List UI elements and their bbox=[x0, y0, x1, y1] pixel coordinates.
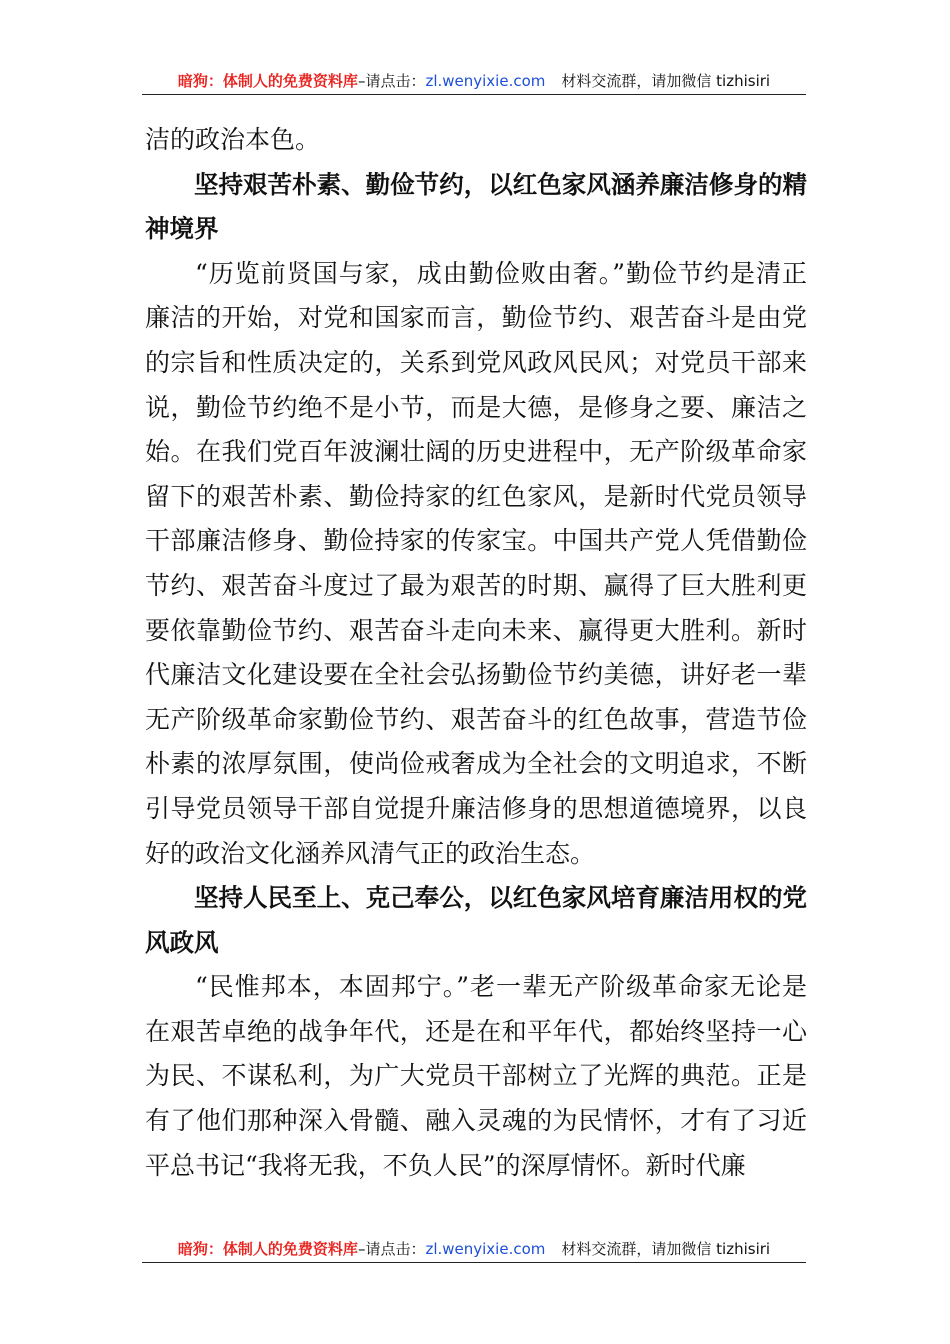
banner-brand-text: 暗狗：体制人的免费资料库 bbox=[177, 72, 358, 90]
banner-site-link[interactable]: zl.wenyixie.com bbox=[425, 1240, 546, 1258]
paragraph-continuation: 洁的政治本色。 bbox=[145, 125, 321, 154]
banner-site-link[interactable]: zl.wenyixie.com bbox=[425, 72, 546, 90]
header-banner bbox=[142, 68, 806, 95]
banner-prompt-text: –请点击： bbox=[357, 1240, 426, 1258]
section-heading-frugality: 坚持艰苦朴素、勤俭节约，以红色家风涵养廉洁修身的精神境界 bbox=[145, 169, 807, 244]
document-body bbox=[145, 118, 807, 1188]
banner-contact-text: 材料交流群，请加微信 tizhisiri bbox=[561, 1240, 771, 1258]
section-heading-people-first: 坚持人民至上、克己奉公，以红色家风培育廉洁用权的党风政风 bbox=[145, 883, 807, 957]
banner-contact-text: 材料交流群，请加微信 tizhisiri bbox=[561, 72, 771, 90]
paragraph-frugality: “历览前贤国与家，成由勤俭败由奢。”勤俭节约是清正廉洁的开始，对党和国家而言，勤俭节约、艰苦奋斗是由党的宗旨和性质决定的，关系到党风政风民风；对党员干部来说，勤俭节约绝不是小节，而是大德，是修身之要、廉洁之始。在我们党百年波澜壮阔的历史进程中，无产阶级革命家留下的艰苦朴素、勤俭持家的红色家风，是新时代党员领导干部廉洁修身、勤俭持家的传家宝。中国共产党人凭借勤俭节约、艰苦奋斗度过了最为艰苦的时期、赢得了巨大胜利更要依靠勤俭节约、艰苦奋斗走向未来、赢得更大胜利。新时代廉洁文化建设要在全社会弘扬勤俭节约美德，讲好老一辈无产阶级革命家勤俭节约、艰苦奋斗的红色故事，营造节俭朴素的浓厚氛围，使尚俭戒奢成为全社会的文明追求，不断引导党员领导干部自觉提升廉洁修身的思想道德境界，以良好的政治文化涵养风清气正的政治生态。 bbox=[145, 258, 807, 868]
banner-brand-text: 暗狗：体制人的免费资料库 bbox=[177, 1240, 358, 1258]
paragraph-people-first: “民惟邦本，本固邦宁。”老一辈无产阶级革命家无论是在艰苦卓绝的战争年代，还是在和平年代，都始终坚持一心为民、不谋私利，为广大党员干部树立了光辉的典范。正是有了他们那种深入骨髓、融入灵魂的为民情怀，才有了习近平总书记“我将无我，不负人民”的深厚情怀。新时代廉 bbox=[145, 972, 807, 1180]
footer-banner bbox=[142, 1236, 806, 1263]
banner-prompt-text: –请点击： bbox=[357, 72, 426, 90]
